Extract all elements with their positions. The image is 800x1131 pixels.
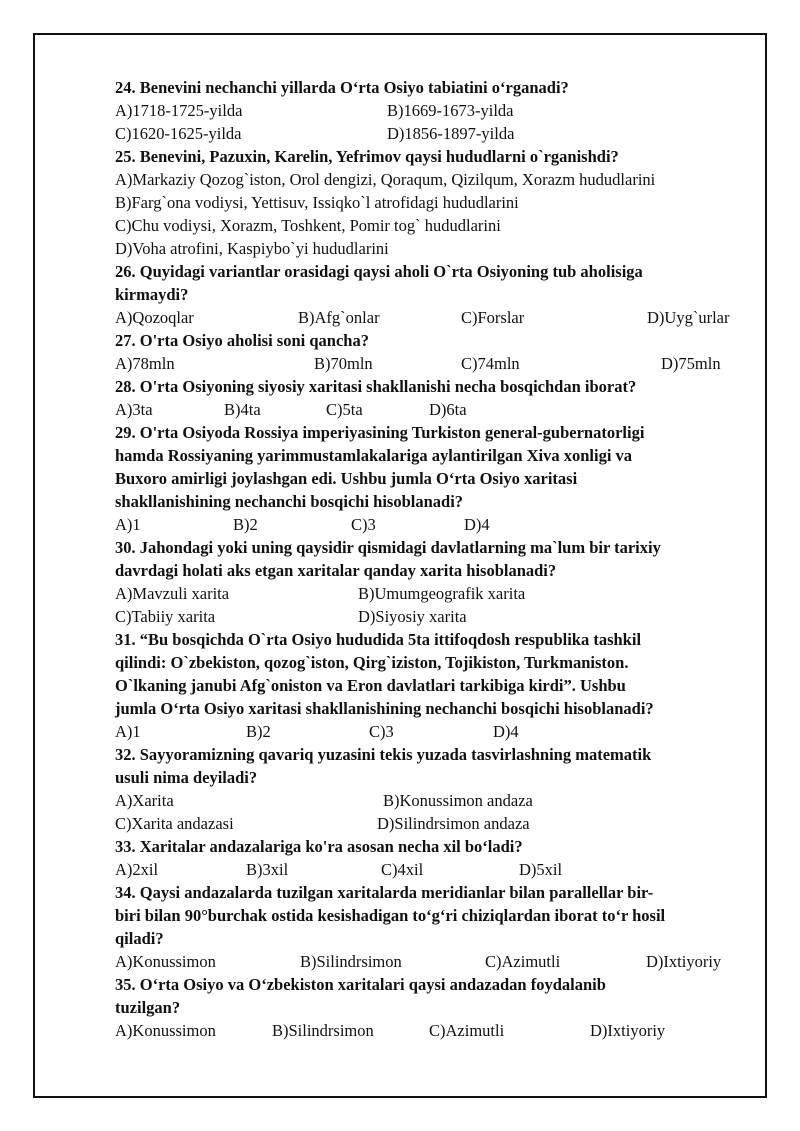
question-29-line-4: shakllanishining nechanchi bosqichi hisoblanadi? [115, 492, 464, 511]
option-b: B)2 [246, 722, 271, 741]
question-33: 33. Xaritalar andazalariga ko'ra asosan necha xil bo‘ladi? [115, 837, 523, 856]
option-d: D)Ixtiyoriy [590, 1021, 666, 1040]
option-d: D)Voha atrofini, Kaspiybo`yi hududlarini [115, 239, 389, 258]
question-27: 27. O'rta Osiyo aholisi soni qancha? [115, 331, 369, 350]
options-row [115, 789, 755, 812]
option-d: D)4 [493, 722, 519, 741]
question-30-line-2: davrdagi holati aks etgan xaritalar qanday xarita hisoblanadi? [115, 561, 557, 580]
option-d: D)Silindrsimon andaza [377, 814, 530, 833]
option-d: D)75mln [661, 354, 721, 373]
options-row [115, 306, 755, 329]
option-c: C)3 [351, 515, 376, 534]
option-a: A)3ta [115, 400, 153, 419]
test-questions [115, 76, 755, 1042]
option-c: C)Forslar [461, 308, 525, 327]
option-a: A)Qozoqlar [115, 308, 194, 327]
options-row [115, 812, 755, 835]
option-a: A)1 [115, 515, 141, 534]
question-29-line-3: Buxoro amirligi joylashgan edi. Ushbu jumla O‘rta Osiyo xaritasi [115, 469, 578, 488]
options-row [115, 858, 755, 881]
question-26-line-2: kirmaydi? [115, 285, 189, 304]
option-c: C)5ta [326, 400, 363, 419]
option-a: A)78mln [115, 354, 175, 373]
question-31-line-4: jumla O‘rta Osiyo xaritasi shakllanishining nechanchi bosqichi hisoblanadi? [115, 699, 654, 718]
option-b: B)Konussimon andaza [383, 791, 533, 810]
option-a: A)2xil [115, 860, 159, 879]
question-34-line-1: 34. Qaysi andazalarda tuzilgan xaritalarda meridianlar bilan parallellar bir- [115, 883, 654, 902]
option-d: D)5xil [519, 860, 563, 879]
question-29-line-1: 29. O'rta Osiyoda Rossiya imperiyasining Turkiston general-gubernatorligi [115, 423, 645, 442]
option-d: D)4 [464, 515, 490, 534]
option-d: D)Ixtiyoriy [646, 952, 722, 971]
options-row [115, 99, 755, 122]
option-d: D)Uyg`urlar [647, 308, 730, 327]
options-row [115, 582, 755, 605]
option-b: B)1669-1673-yilda [387, 101, 514, 120]
option-d: D)6ta [429, 400, 467, 419]
option-a: A)Markaziy Qozog`iston, Orol dengizi, Qoraqum, Qizilqum, Xorazm hududlarini [115, 170, 656, 189]
option-a: A)Konussimon [115, 1021, 216, 1040]
options-row [115, 720, 755, 743]
option-b: B)70mln [314, 354, 373, 373]
option-b: B)4ta [224, 400, 261, 419]
option-a: A)Konussimon [115, 952, 216, 971]
options-row [115, 513, 755, 536]
question-30-line-1: 30. Jahondagi yoki uning qaysidir qismidagi davlatlarning ma`lum bir tarixiy [115, 538, 661, 557]
option-a: A)Mavzuli xarita [115, 584, 230, 603]
option-c: C)Azimutli [485, 952, 561, 971]
question-25: 25. Benevini, Pazuxin, Karelin, Yefrimov qaysi hududlarni o`rganishdi? [115, 147, 619, 166]
option-b: B)Silindrsimon [300, 952, 402, 971]
option-a: A)Xarita [115, 791, 174, 810]
option-c: C)74mln [461, 354, 520, 373]
option-c: C)4xil [381, 860, 424, 879]
option-c: C)Tabiiy xarita [115, 607, 216, 626]
options-row [115, 122, 755, 145]
option-b: B)Farg`ona vodiysi, Yettisuv, Issiqko`l atrofidagi hududlarini [115, 193, 519, 212]
options-row [115, 352, 755, 375]
question-31-line-1: 31. “Bu bosqichda O`rta Osiyo hududida 5ta ittifoqdosh respublika tashkil [115, 630, 642, 649]
options-row [115, 1019, 755, 1042]
question-34-line-3: qiladi? [115, 929, 164, 948]
option-b: B)3xil [246, 860, 289, 879]
question-35-line-2: tuzilgan? [115, 998, 181, 1017]
option-b: B)Umumgeografik xarita [358, 584, 526, 603]
option-c: C)Xarita andazasi [115, 814, 234, 833]
question-26-line-1: 26. Quyidagi variantlar orasidagi qaysi aholi O`rta Osiyoning tub aholisiga [115, 262, 643, 281]
option-b: B)2 [233, 515, 258, 534]
option-c: C)1620-1625-yilda [115, 124, 242, 143]
options-row [115, 398, 755, 421]
option-a: A)1 [115, 722, 141, 741]
option-d: D)1856-1897-yilda [387, 124, 515, 143]
question-31-line-2: qilindi: O`zbekiston, qozog`iston, Qirg`iziston, Tojikiston, Turkmaniston. [115, 653, 629, 672]
option-c: C)3 [369, 722, 394, 741]
question-32-line-1: 32. Sayyoramizning qavariq yuzasini tekis yuzada tasvirlashning matematik [115, 745, 652, 764]
question-35-line-1: 35. O‘rta Osiyo va O‘zbekiston xaritalari qaysi andazadan foydalanib [115, 975, 606, 994]
question-31-line-3: O`lkaning janubi Afg`oniston va Eron davlatlari tarkibiga kirdi”. Ushbu [115, 676, 626, 695]
options-row [115, 950, 755, 973]
option-d: D)Siyosiy xarita [358, 607, 467, 626]
option-c: C)Azimutli [429, 1021, 505, 1040]
option-b: B)Silindrsimon [272, 1021, 374, 1040]
question-32-line-2: usuli nima deyiladi? [115, 768, 258, 787]
option-b: B)Afg`onlar [298, 308, 380, 327]
question-34-line-2: biri bilan 90°burchak ostida kesishadigan to‘g‘ri chiziqlardan iborat to‘r hosil [115, 906, 666, 925]
question-28: 28. O'rta Osiyoning siyosiy xaritasi shakllanishi necha bosqichdan iborat? [115, 377, 637, 396]
option-a: A)1718-1725-yilda [115, 101, 243, 120]
question-29-line-2: hamda Rossiyaning yarimmustamlakalariga aylantirilgan Xiva xonligi va [115, 446, 633, 465]
option-c: C)Chu vodiysi, Xorazm, Toshkent, Pomir tog` hududlarini [115, 216, 501, 235]
question-24: 24. Benevini nechanchi yillarda O‘rta Osiyo tabiatini o‘rganadi? [115, 78, 569, 97]
options-row [115, 605, 755, 628]
